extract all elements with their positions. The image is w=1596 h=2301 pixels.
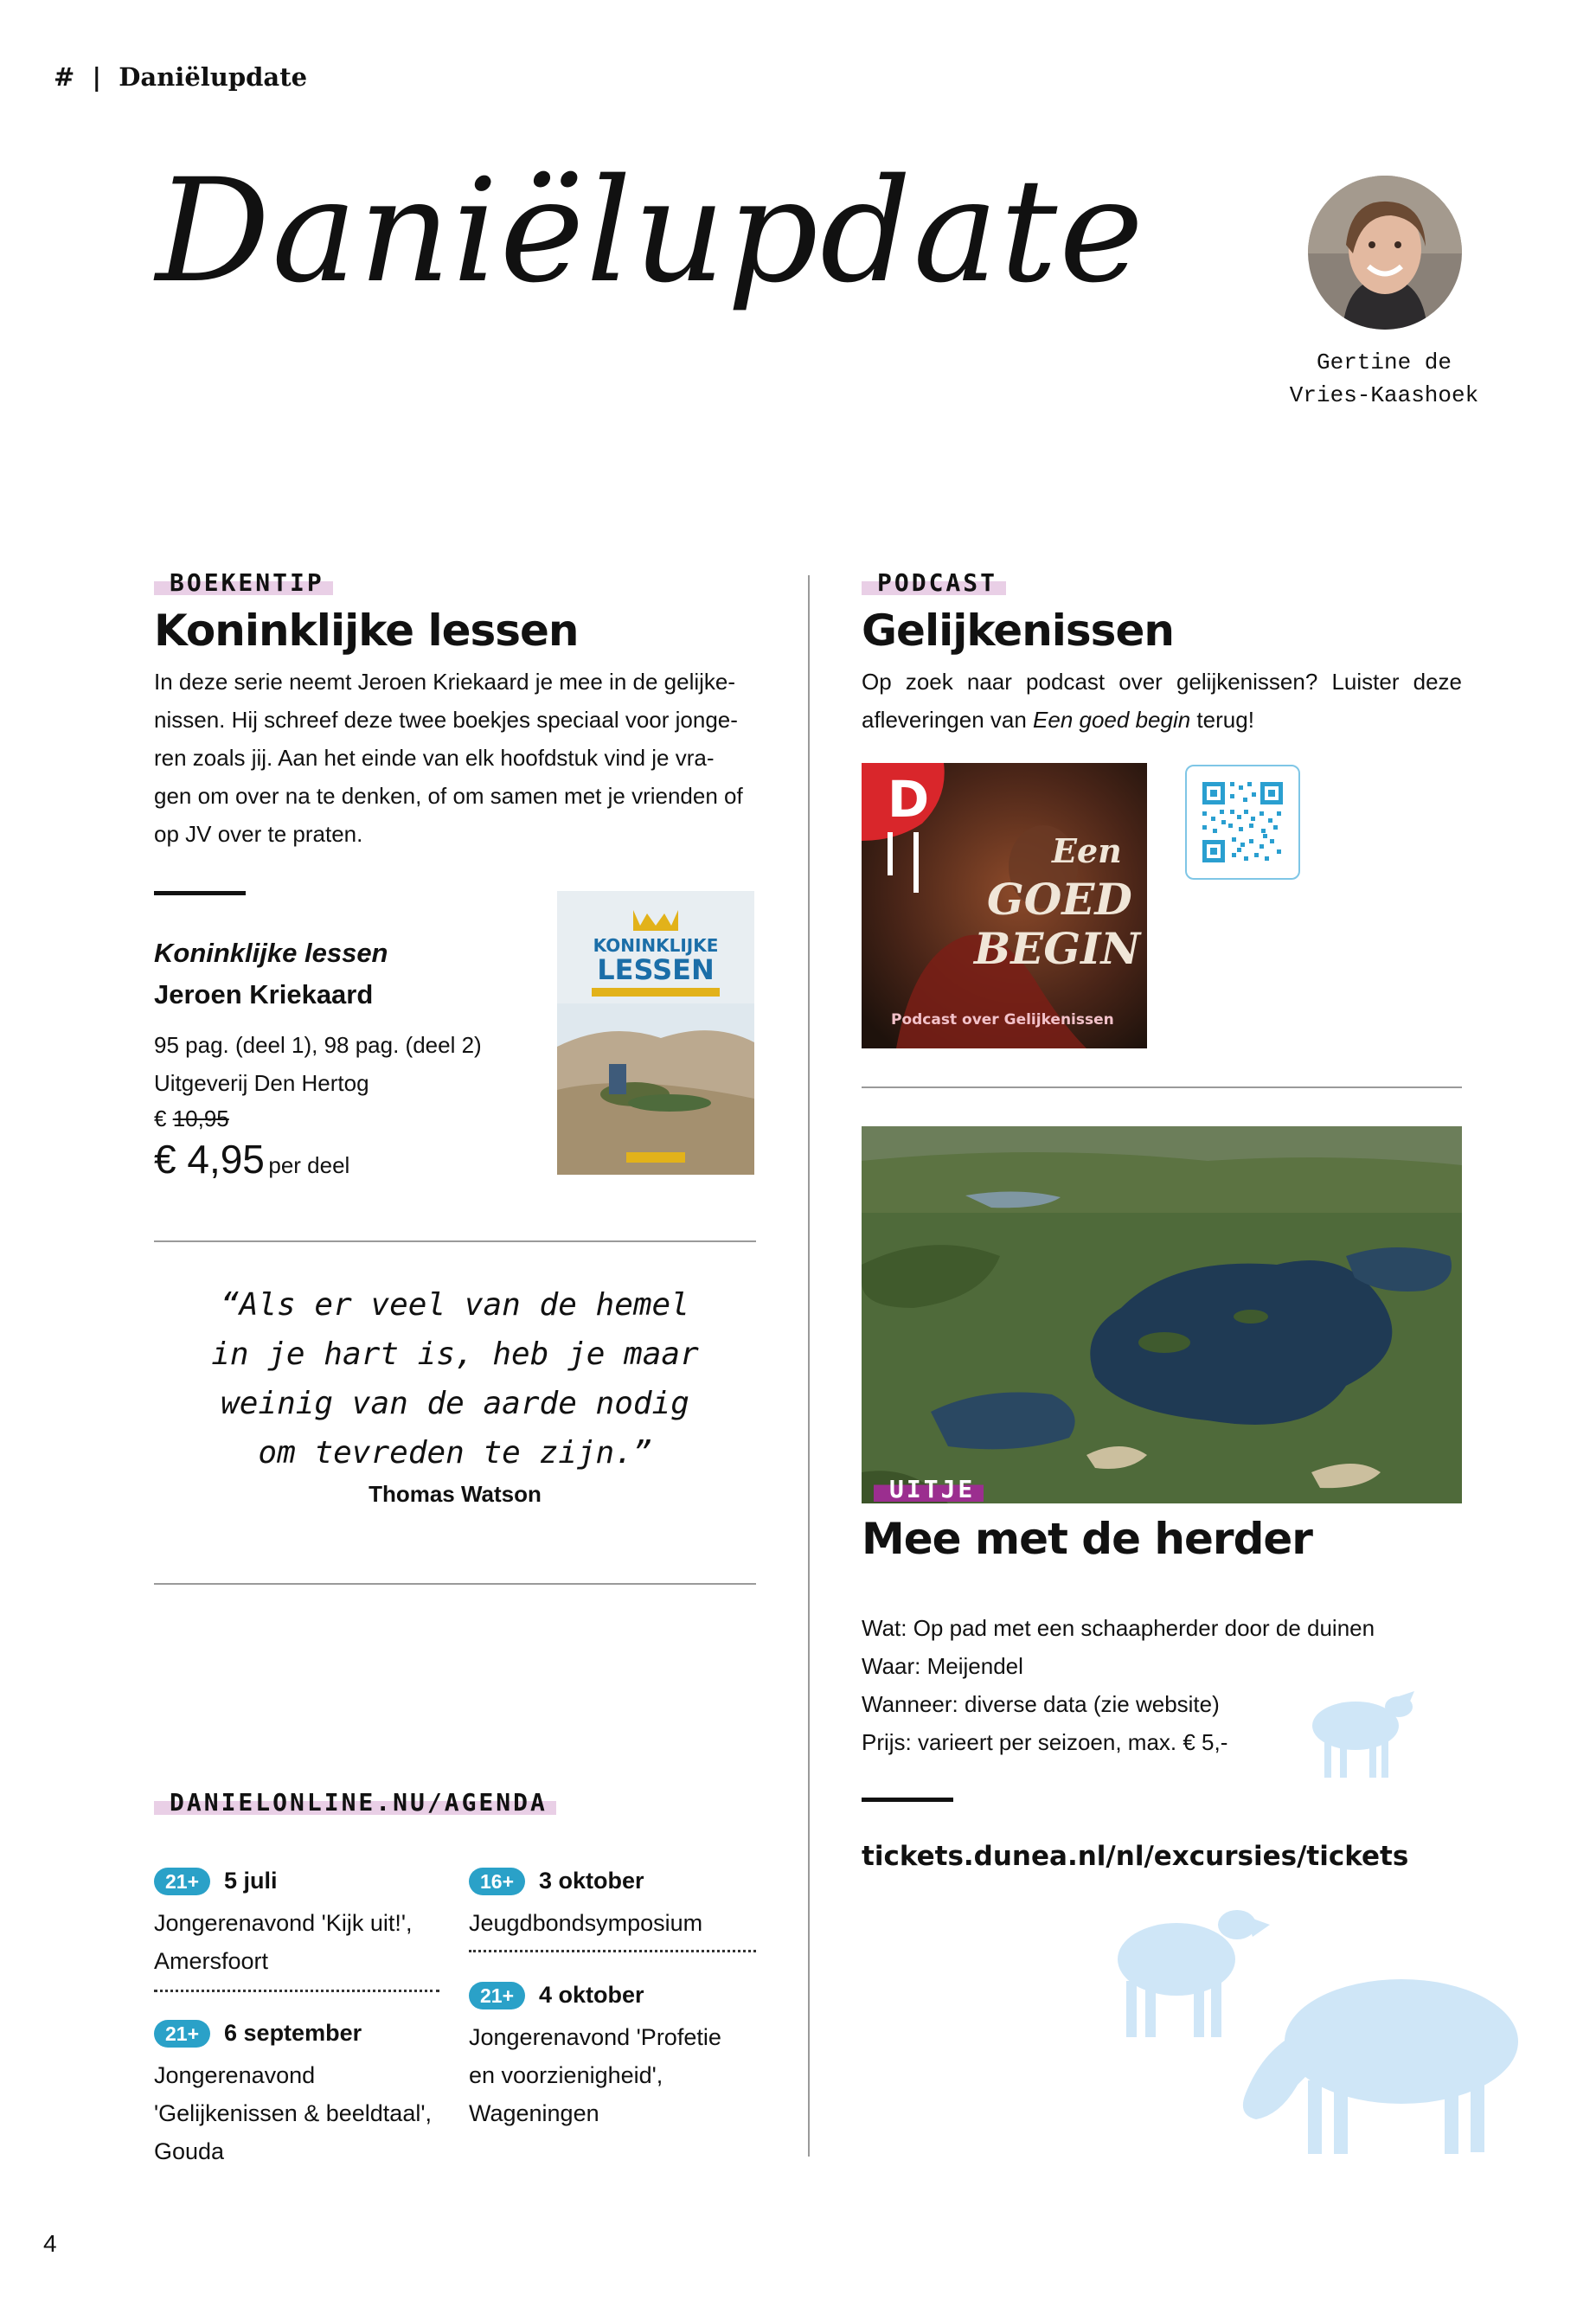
sheep-icon xyxy=(1302,1682,1425,1782)
podcast-qr-code[interactable] xyxy=(1185,765,1300,880)
book-publisher: Uitgeverij Den Hertog xyxy=(154,1070,369,1096)
podcast-artwork[interactable] xyxy=(862,763,1147,1048)
uitje-label: UITJE xyxy=(874,1477,984,1502)
uitje-label-wrap xyxy=(874,1477,984,1502)
column-divider xyxy=(808,575,810,2157)
quote-block: “Als er veel van de hemel in je hart is, heb je maar weinig van de aarde nodig om tevreden te zijn.” xyxy=(211,1287,699,1471)
new-price: € 4,95 per deel xyxy=(154,1137,350,1182)
old-price: € 10,95 xyxy=(154,1106,229,1131)
podcast-logo: D xyxy=(888,770,930,829)
tickets-link[interactable]: tickets.dunea.nl/nl/excursies/tickets xyxy=(862,1841,1409,1872)
book-pages: 95 pag. (deel 1), 98 pag. (deel 2) xyxy=(154,1032,482,1058)
agenda-date: 5 juli xyxy=(224,1868,278,1894)
cover-title-line1: KONINKLIJKE xyxy=(593,935,719,956)
art-word-goed: GOED xyxy=(987,874,1132,925)
age-badge: 21+ xyxy=(154,1868,210,1895)
agenda-date: 6 september xyxy=(224,2020,362,2046)
podcast-description: Op zoek naar podcast over gelijkenissen? Luister deze afleveringen van Een goed begin terug! xyxy=(862,669,1462,733)
art-word-een: Een xyxy=(1052,831,1122,870)
section-header xyxy=(54,62,307,92)
booktip-description: In deze serie neemt Jeroen Kriekaard je mee in de gelijke- nissen. Hij schreef deze twee boekjes speciaal voor jonge- ren zoals jij. Aan het einde van elk hoofdstuk vind je vra- gen om over na te denken, of om samen met je vrienden of op JV over te praten. xyxy=(154,669,743,847)
agenda-item: 21+ 5 juli Jongerenavond 'Kijk uit!', Amersfoort xyxy=(154,1868,413,1974)
agenda-date: 4 oktober xyxy=(539,1982,644,2008)
booktip-heading: Koninklijke lessen xyxy=(154,606,579,656)
page-number: 4 xyxy=(43,2230,57,2257)
header-separator: | xyxy=(83,62,111,92)
agenda-link[interactable]: DANIELONLINE.NU/AGENDA xyxy=(154,1791,556,1815)
book-cover xyxy=(557,891,754,1175)
section-name: Daniëlupdate xyxy=(119,62,308,92)
sheep-icon xyxy=(1237,1964,1522,2158)
rule-top-quote xyxy=(154,1240,756,1242)
agenda-item: 16+ 3 oktober Jeugdbondsymposium xyxy=(469,1868,703,1936)
age-badge: 16+ xyxy=(469,1868,525,1895)
agenda-item: 21+ 6 september Jongerenavond 'Gelijkenissen & beeldtaal', Gouda xyxy=(154,2020,432,2164)
page-title: Daniëlupdate xyxy=(156,148,1145,314)
quote-author: Thomas Watson xyxy=(369,1481,542,1507)
age-badge: 21+ xyxy=(469,1982,525,2009)
book-title: Koninklijke lessen xyxy=(154,938,388,968)
book-author: Jeroen Kriekaard xyxy=(154,979,374,1009)
book-details xyxy=(154,933,535,1194)
uitje-details: Wat: Op pad met een schaapherder door de duinen Waar: Meijendel Wanneer: diverse data (zie website) Prijs: varieert per seizoen, max. € 5,- xyxy=(862,1615,1375,1755)
short-rule xyxy=(154,891,246,895)
uitje-heading: Mee met de herder xyxy=(862,1514,1312,1564)
podcast-label: PODCAST xyxy=(862,571,1006,595)
author-name: Gertine de Vries-Kaashoek xyxy=(1289,349,1479,408)
art-word-begin: BEGIN xyxy=(974,923,1141,974)
hash-symbol: # xyxy=(54,62,75,92)
author-avatar xyxy=(1308,176,1462,330)
booktip-label: BOEKENTIP xyxy=(154,571,333,595)
agenda-label-wrap xyxy=(154,1788,556,1817)
podcast-label-wrap xyxy=(862,568,1006,597)
short-rule xyxy=(862,1798,953,1802)
booktip-label-wrap xyxy=(154,568,333,597)
agenda-date: 3 oktober xyxy=(539,1868,644,1894)
dotted-separator xyxy=(469,1950,756,1952)
rule-right-column xyxy=(862,1086,1462,1088)
dunes-landscape-photo xyxy=(862,1126,1462,1503)
rule-bottom-quote xyxy=(154,1583,756,1585)
age-badge: 21+ xyxy=(154,2020,210,2048)
dotted-separator xyxy=(154,1990,439,1992)
agenda-item: 21+ 4 oktober Jongerenavond 'Profetie en voorzienigheid', Wageningen xyxy=(469,1982,721,2126)
cover-title-line2: LESSEN xyxy=(597,953,715,986)
podcast-heading: Gelijkenissen xyxy=(862,606,1174,656)
art-caption: Podcast over Gelijkenissen xyxy=(891,1011,1114,1029)
